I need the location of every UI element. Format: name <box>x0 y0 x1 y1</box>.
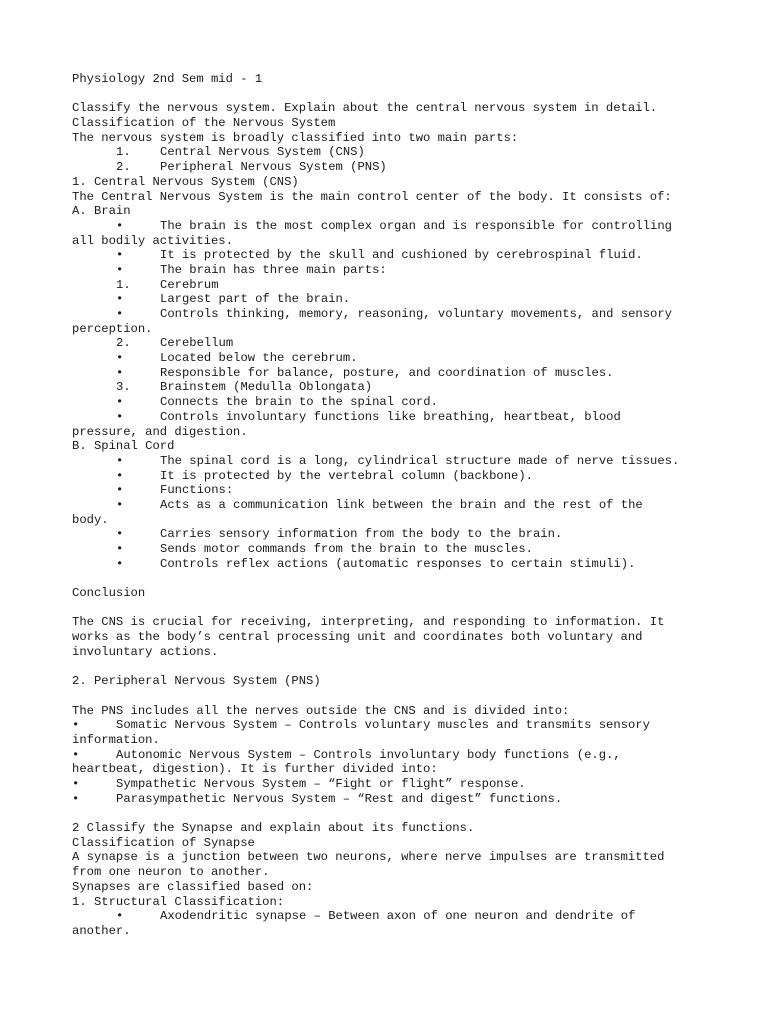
document-title <box>72 72 712 87</box>
line-text: Connects the brain to the spinal cord. <box>160 395 438 410</box>
list-marker: • <box>116 497 124 512</box>
numbered-item <box>72 160 712 175</box>
text-line <box>72 513 712 528</box>
line-text: Controls involuntary functions like breathing, heartbeat, blood <box>160 409 621 424</box>
bullet-item <box>72 395 712 410</box>
bullet-item <box>72 454 712 469</box>
bullet-item <box>72 792 712 807</box>
document-text <box>72 72 712 939</box>
list-marker: • <box>116 453 124 468</box>
line-text: B. Spinal Cord <box>72 439 175 454</box>
list-marker: • <box>116 468 124 483</box>
bullet-item <box>72 777 712 792</box>
bullet-item <box>72 469 712 484</box>
list-marker: • <box>116 409 124 424</box>
bullet-item <box>72 219 712 234</box>
bullet-item <box>72 366 712 381</box>
text-line <box>72 850 712 865</box>
line-text: body. <box>72 512 109 527</box>
text-line <box>72 615 712 630</box>
line-text: Controls reflex actions (automatic responses to certain stimuli). <box>160 556 636 571</box>
line-text: Cerebrum <box>160 277 219 292</box>
text-line <box>72 322 712 337</box>
line-text: Acts as a communication link between the brain and the rest of the <box>160 497 643 512</box>
blank-line <box>72 660 712 675</box>
list-marker: • <box>116 292 124 307</box>
line-text: A synapse is a junction between two neurons, where nerve impulses are transmitted <box>72 850 665 865</box>
list-marker: • <box>116 395 124 410</box>
blank-line <box>72 689 712 704</box>
list-marker: • <box>72 777 80 791</box>
line-text: Sends motor commands from the brain to the muscles. <box>160 542 533 556</box>
line-text: heartbeat, digestion). It is further divided into: <box>72 762 438 777</box>
line-text: involuntary actions. <box>72 644 219 659</box>
numbered-item <box>72 380 712 395</box>
text-line <box>72 704 712 719</box>
text-line <box>72 630 712 645</box>
line-text: Autonomic Nervous System – Controls involuntary body functions (e.g., <box>116 747 621 762</box>
line-text: The nervous system is broadly classified into two main parts: <box>72 130 519 145</box>
text-line <box>72 234 712 249</box>
text-line <box>72 836 712 851</box>
bullet-item <box>72 351 712 366</box>
line-text: Brainstem (Medulla Oblongata) <box>160 380 373 395</box>
bullet-item <box>72 718 712 733</box>
line-text: Conclusion <box>72 586 146 601</box>
numbered-item <box>72 145 712 160</box>
text-line <box>72 131 712 146</box>
list-marker: • <box>72 747 80 762</box>
list-marker: 3. <box>116 380 131 395</box>
text-line <box>72 425 712 440</box>
line-text: Largest part of the brain. <box>160 292 351 307</box>
bullet-item <box>72 248 712 263</box>
line-text: works as the body’s central processing unit and coordinates both voluntary and <box>72 630 643 645</box>
line-text: all bodily activities. <box>72 233 233 248</box>
text-line <box>72 586 712 601</box>
bullet-item <box>72 909 712 924</box>
line-text: Classify the nervous system. Explain about the central nervous system in detail. <box>72 101 658 116</box>
text-line <box>72 116 712 131</box>
line-text: Responsible for balance, posture, and coordination of muscles. <box>160 365 614 380</box>
line-text: 1. Structural Classification: <box>72 894 285 909</box>
list-marker: • <box>116 248 124 263</box>
text-line <box>72 101 712 116</box>
line-text: 2. Peripheral Nervous System (PNS) <box>72 674 321 689</box>
line-text: It is protected by the skull and cushioned by cerebrospinal fluid. <box>160 248 643 263</box>
list-marker: • <box>116 556 124 571</box>
bullet-item <box>72 557 712 572</box>
bullet-item <box>72 498 712 513</box>
line-text: The brain is the most complex organ and is responsible for controlling <box>160 218 672 233</box>
line-text: The Central Nervous System is the main control center of the body. It consists of: <box>72 189 672 204</box>
line-text: Controls thinking, memory, reasoning, voluntary movements, and sensory <box>160 307 672 321</box>
line-text: It is protected by the vertebral column (backbone). <box>160 468 533 483</box>
bullet-item <box>72 410 712 425</box>
line-text: Functions: <box>160 483 234 498</box>
list-marker: • <box>116 542 124 556</box>
line-text: 2 Classify the Synapse and explain about its functions. <box>72 821 475 836</box>
list-marker: • <box>116 909 124 924</box>
line-text: information. <box>72 732 160 747</box>
text-line <box>72 821 712 836</box>
line-text: pressure, and digestion. <box>72 424 248 439</box>
line-text: A. Brain <box>72 204 131 219</box>
list-marker: 1. <box>116 145 131 160</box>
line-text: The PNS includes all the nerves outside the CNS and is divided into: <box>72 703 570 718</box>
bullet-item <box>72 292 712 307</box>
line-text: 1. Central Nervous System (CNS) <box>72 174 299 189</box>
text-line <box>72 880 712 895</box>
numbered-item <box>72 278 712 293</box>
list-marker: • <box>116 365 124 380</box>
line-text: The spinal cord is a long, cylindrical structure made of nerve tissues. <box>160 453 680 468</box>
blank-line <box>72 601 712 616</box>
line-text: Carries sensory information from the body to the brain. <box>160 527 563 542</box>
list-marker: • <box>116 307 124 321</box>
text-line <box>72 645 712 660</box>
bullet-item <box>72 748 712 763</box>
list-marker: • <box>116 351 124 366</box>
list-marker: 1. <box>116 277 131 292</box>
list-marker: 2. <box>116 160 131 175</box>
bullet-item <box>72 483 712 498</box>
list-marker: • <box>72 791 80 806</box>
text-line <box>72 762 712 777</box>
bullet-item <box>72 527 712 542</box>
line-text: perception. <box>72 321 153 336</box>
line-text: Synapses are classified based on: <box>72 879 314 894</box>
line-text: The CNS is crucial for receiving, interpreting, and responding to information. It <box>72 615 665 630</box>
blank-line <box>72 87 712 102</box>
line-text: The brain has three main parts: <box>160 262 387 277</box>
list-marker: • <box>116 527 124 542</box>
text-line <box>72 865 712 880</box>
text-line <box>72 190 712 205</box>
text-line <box>72 204 712 219</box>
blank-line <box>72 806 712 821</box>
list-marker: • <box>116 262 124 277</box>
bullet-item <box>72 542 712 557</box>
line-text: Cerebellum <box>160 336 234 351</box>
line-text: Classification of the Nervous System <box>72 116 336 131</box>
line-text: Classification of Synapse <box>72 835 255 850</box>
list-marker: • <box>116 483 124 498</box>
text-line <box>72 924 712 939</box>
line-text: Physiology 2nd Sem mid - 1 <box>72 72 263 86</box>
line-text: Located below the cerebrum. <box>160 351 358 366</box>
list-marker: 2. <box>116 336 131 351</box>
numbered-item <box>72 336 712 351</box>
blank-line <box>72 571 712 586</box>
text-line <box>72 674 712 689</box>
bullet-item <box>72 263 712 278</box>
line-text: Parasympathetic Nervous System – “Rest and digest” functions. <box>116 791 563 806</box>
list-marker: • <box>116 218 124 233</box>
line-text: another. <box>72 923 131 938</box>
text-line <box>72 895 712 910</box>
line-text: Peripheral Nervous System (PNS) <box>160 160 387 175</box>
line-text: Axodendritic synapse – Between axon of one neuron and dendrite of <box>160 909 636 924</box>
line-text: Sympathetic Nervous System – “Fight or flight” response. <box>116 777 526 791</box>
text-line <box>72 175 712 190</box>
list-marker: • <box>72 718 80 733</box>
line-text: from one neuron to another. <box>72 865 270 880</box>
line-text: Central Nervous System (CNS) <box>160 145 365 160</box>
bullet-item <box>72 307 712 322</box>
line-text: Somatic Nervous System – Controls voluntary muscles and transmits sensory <box>116 718 650 733</box>
text-line <box>72 733 712 748</box>
text-line <box>72 439 712 454</box>
